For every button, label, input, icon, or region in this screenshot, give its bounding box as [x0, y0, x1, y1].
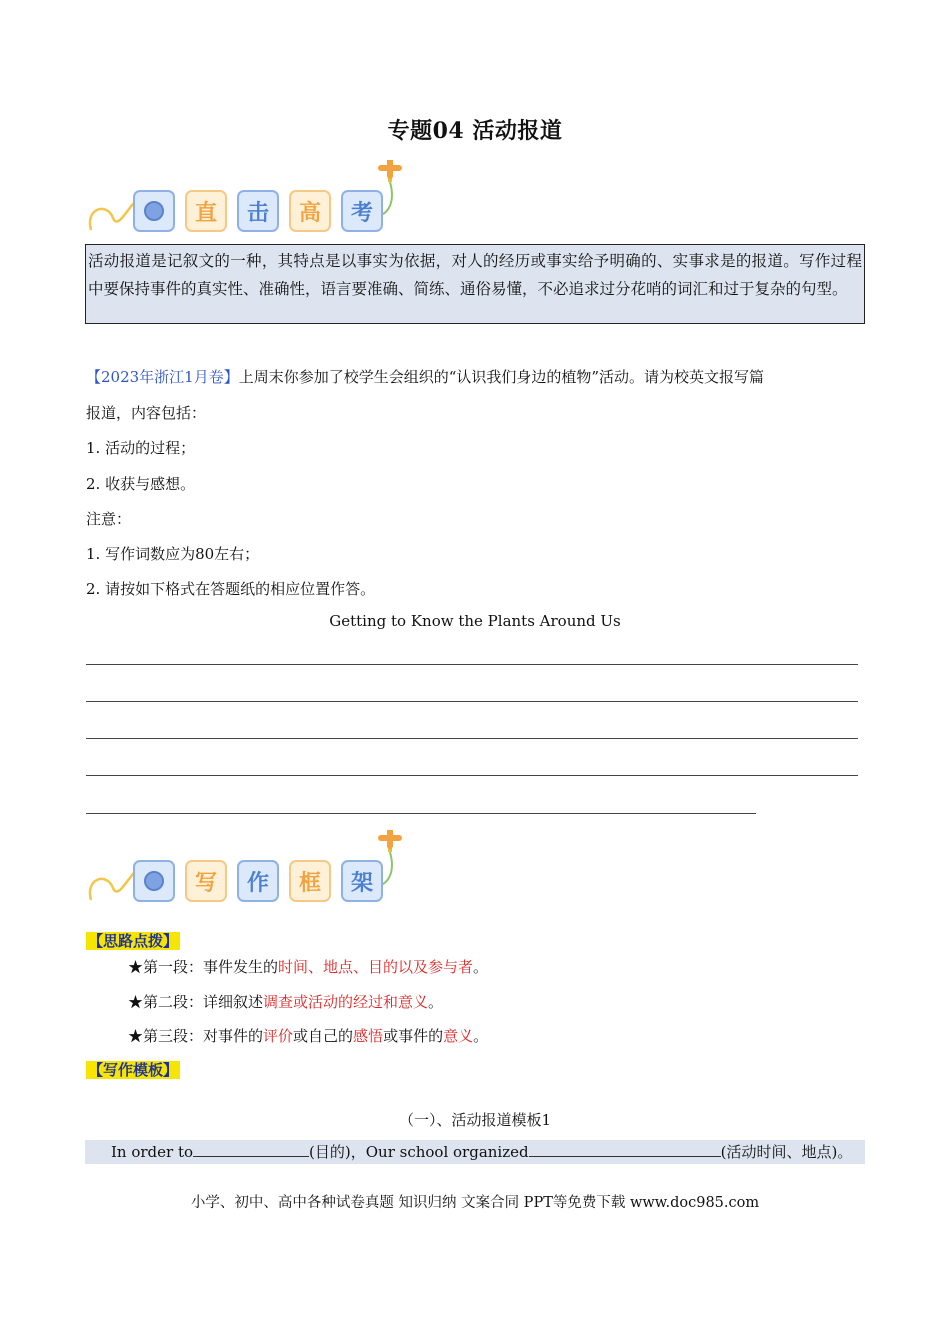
answer-line: [86, 738, 858, 739]
answer-line: [86, 664, 858, 665]
idea-paragraph-2: ★第二段：详细叙述调查或活动的经过和意义。: [128, 993, 444, 1011]
circle-icon: [144, 871, 164, 891]
question-text-2: 报道，内容包括：: [86, 404, 207, 422]
question-item-1: 1. 活动的过程；: [86, 439, 196, 457]
template-line-1: In order to (目的)，Our school organized (活动时间、地点)。: [85, 1140, 865, 1164]
page-title: 专题04 活动报道: [387, 118, 563, 144]
question-prompt: [86, 366, 866, 387]
answer-line: [86, 775, 858, 776]
template-subtitle: （一）、活动报道模板1: [398, 1111, 552, 1129]
circle-icon: [144, 201, 164, 221]
banner-char-tile: 高: [289, 190, 331, 232]
answer-line: [86, 701, 858, 702]
page-footer: 小学、初中、高中各种试卷真题 知识归纳 文案合同 PPT等免费下载 www.doc985.com: [190, 1195, 760, 1211]
question-text: 上周末你参加了校学生会组织的“认识我们身边的植物”活动。请为校英文报写篇: [238, 368, 765, 386]
banner-char-tile: 框: [289, 860, 331, 902]
note-label: 注意：: [86, 510, 132, 528]
note-item-2: 2. 请按如下格式在答题纸的相应位置作答。: [86, 580, 376, 598]
banner-char-tile: 直: [185, 190, 227, 232]
essay-title: Getting to Know the Plants Around Us: [329, 612, 621, 630]
question-item-2: 2. 收获与感想。: [86, 475, 196, 493]
banner-dot-tile: [133, 860, 175, 902]
question-source: 【2023年浙江1月卷】: [86, 368, 239, 386]
blank-underline: [529, 1142, 721, 1157]
section-banner-direct-exam: [85, 160, 425, 240]
banner-char-tile: 考: [341, 190, 383, 232]
banner-char-tile: 架: [341, 860, 383, 902]
blank-underline: [193, 1142, 309, 1157]
note-item-1: 1. 写作词数应为80左右；: [86, 545, 260, 563]
section-banner-writing-framework: [85, 830, 425, 910]
banner-char-tile: 作: [237, 860, 279, 902]
ideas-heading: 【思路点拨】: [88, 932, 179, 950]
answer-line: [86, 813, 756, 814]
intro-box: 活动报道是记叙文的一种，其特点是以事实为依据，对人的经历或事实给予明确的、实事求是的报道。写作过程中要保持事件的真实性、准确性，语言要准确、简练、通俗易懂，不必追求过分花哨的词汇和过于复杂的句型。: [85, 244, 865, 324]
template-heading: 【写作模板】: [88, 1061, 179, 1079]
banner-char-tile: 写: [185, 860, 227, 902]
banner-dot-tile: [133, 190, 175, 232]
banner-char-tile: 击: [237, 190, 279, 232]
idea-paragraph-3: ★第三段：对事件的评价或自己的感悟或事件的意义。: [128, 1027, 489, 1045]
idea-paragraph-1: ★第一段：事件发生的时间、地点、目的以及参与者。: [128, 958, 489, 976]
